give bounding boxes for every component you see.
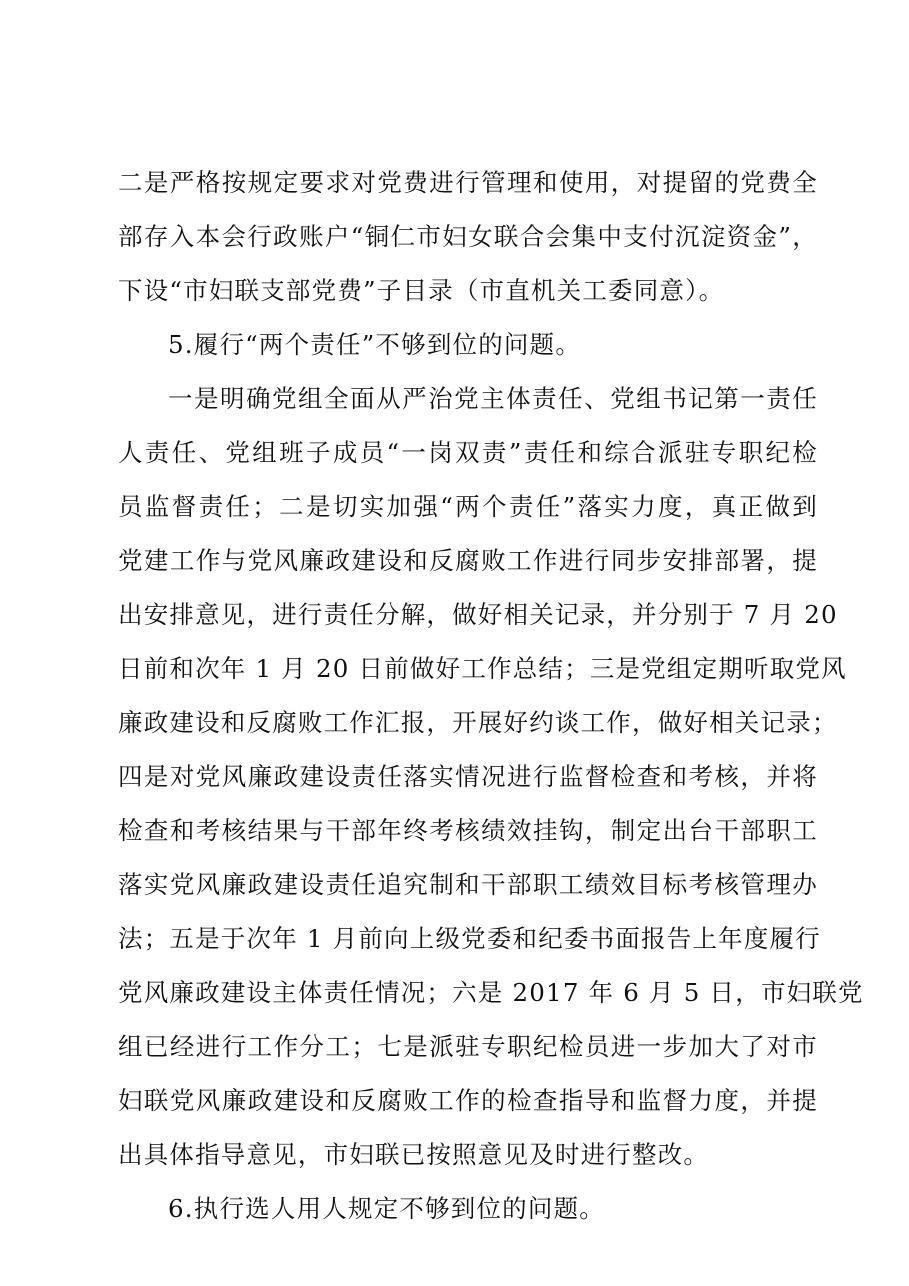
paragraph-line: 二是严格按规定要求对党费进行管理和使用，对提留的党费全 [118,168,818,197]
section-heading: 5.履行“两个责任”不够到位的问题。 [168,330,582,359]
paragraph-line: 日前和次年 1 月 20 日前做好工作总结；三是党组定期听取党风 [118,654,847,683]
paragraph-line: 廉政建设和反腐败工作汇报，开展好约谈工作，做好相关记录； [118,708,838,737]
paragraph-line: 人责任、党组班子成员“一岗双责”责任和综合派驻专职纪检 [118,438,818,467]
section-heading: 6.执行选人用人规定不够到位的问题。 [168,1194,605,1223]
paragraph-line: 下设“市妇联支部党费”子目录（市直机关工委同意）。 [118,276,725,305]
paragraph-line: 出具体指导意见，市妇联已按照意见及时进行整改。 [118,1140,710,1169]
paragraph-line: 部存入本会行政账户“铜仁市妇女联合会集中支付沉淀资金”， [118,222,818,251]
paragraph-line: 妇联党风廉政建设和反腐败工作的检查指导和监督力度，并提 [118,1086,818,1115]
paragraph-line: 出安排意见，进行责任分解，做好相关记录，并分别于 7 月 20 [118,600,838,629]
paragraph-line: 党建工作与党风廉政建设和反腐败工作进行同步安排部署，提 [118,546,818,575]
paragraph-line: 法；五是于次年 1 月前向上级党委和纪委书面报告上年度履行 [118,924,821,953]
paragraph-line: 检查和考核结果与干部年终考核绩效挂钩，制定出台干部职工 [118,816,818,845]
paragraph-line: 一是明确党组全面从严治党主体责任、党组书记第一责任 [168,384,818,413]
paragraph-line: 组已经进行工作分工；七是派驻专职纪检员进一步加大了对市 [118,1032,818,1061]
paragraph-line: 落实党风廉政建设责任追究制和干部职工绩效目标考核管理办 [118,870,818,899]
paragraph-line: 员监督责任；二是切实加强“两个责任”落实力度，真正做到 [118,492,818,521]
paragraph-line: 党风廉政建设主体责任情况；六是 2017 年 6 月 5 日，市妇联党 [118,978,864,1007]
paragraph-line: 四是对党风廉政建设责任落实情况进行监督检查和考核，并将 [118,762,818,791]
